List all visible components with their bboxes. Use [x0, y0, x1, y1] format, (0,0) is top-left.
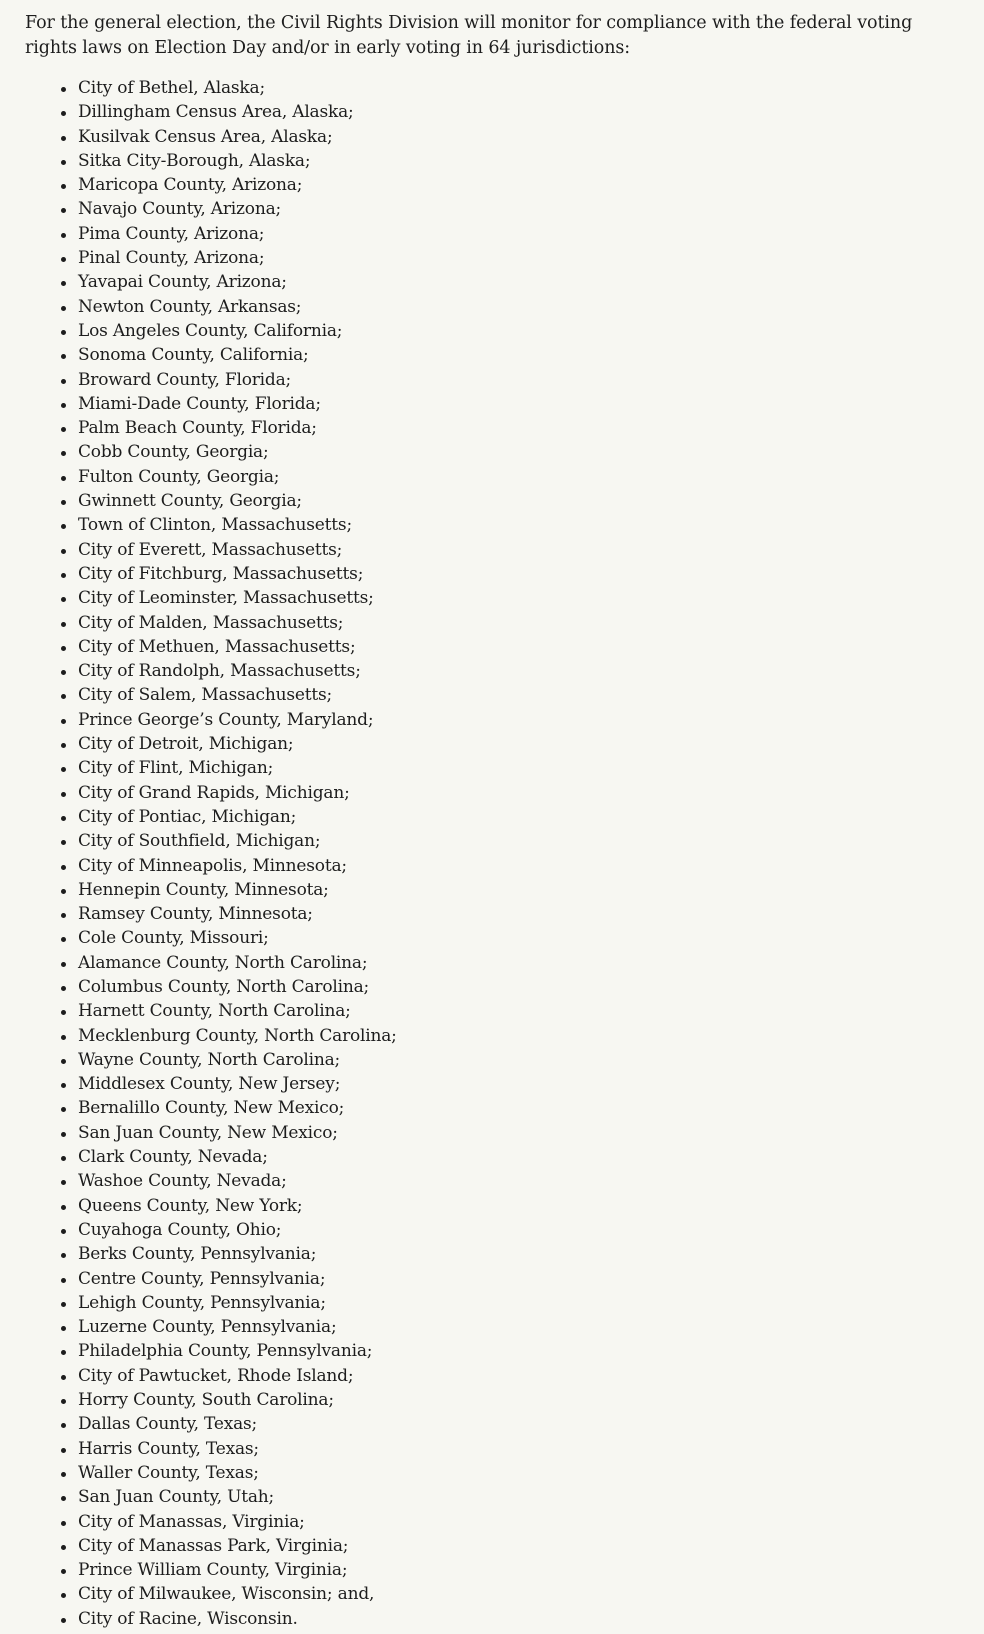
- list-item: City of Fitchburg, Massachusetts;: [60, 562, 397, 586]
- list-item: Harris County, Texas;: [60, 1437, 397, 1461]
- list-item: Miami-Dade County, Florida;: [60, 392, 397, 416]
- list-item: Los Angeles County, California;: [60, 319, 397, 343]
- list-item: Maricopa County, Arizona;: [60, 173, 397, 197]
- list-item: Horry County, South Carolina;: [60, 1388, 397, 1412]
- list-item: City of Randolph, Massachusetts;: [60, 659, 397, 683]
- list-item: Lehigh County, Pennsylvania;: [60, 1291, 397, 1315]
- list-item: City of Flint, Michigan;: [60, 756, 397, 780]
- list-item: Navajo County, Arizona;: [60, 197, 397, 221]
- list-item: Bernalillo County, New Mexico;: [60, 1096, 397, 1120]
- list-item: Kusilvak Census Area, Alaska;: [60, 125, 397, 149]
- list-item: Cuyahoga County, Ohio;: [60, 1218, 397, 1242]
- list-item: City of Racine, Wisconsin.: [60, 1607, 397, 1631]
- list-item: Columbus County, North Carolina;: [60, 975, 397, 999]
- list-item: Yavapai County, Arizona;: [60, 270, 397, 294]
- list-item: Middlesex County, New Jersey;: [60, 1072, 397, 1096]
- list-item: City of Everett, Massachusetts;: [60, 538, 397, 562]
- list-item: Town of Clinton, Massachusetts;: [60, 513, 397, 537]
- list-item: Dillingham Census Area, Alaska;: [60, 100, 397, 124]
- list-item: Clark County, Nevada;: [60, 1145, 397, 1169]
- list-item: Palm Beach County, Florida;: [60, 416, 397, 440]
- list-item: Harnett County, North Carolina;: [60, 999, 397, 1023]
- list-item: Luzerne County, Pennsylvania;: [60, 1315, 397, 1339]
- list-item: Mecklenburg County, North Carolina;: [60, 1024, 397, 1048]
- list-item: Sitka City-Borough, Alaska;: [60, 149, 397, 173]
- list-item: Sonoma County, California;: [60, 343, 397, 367]
- list-item: Prince George’s County, Maryland;: [60, 708, 397, 732]
- list-item: City of Salem, Massachusetts;: [60, 683, 397, 707]
- list-item: City of Minneapolis, Minnesota;: [60, 854, 397, 878]
- list-item: City of Pontiac, Michigan;: [60, 805, 397, 829]
- list-item: Gwinnett County, Georgia;: [60, 489, 397, 513]
- list-item: City of Southfield, Michigan;: [60, 829, 397, 853]
- list-item: Washoe County, Nevada;: [60, 1169, 397, 1193]
- list-item: City of Bethel, Alaska;: [60, 76, 397, 100]
- list-item: Waller County, Texas;: [60, 1461, 397, 1485]
- jurisdiction-list: [60, 76, 397, 1631]
- list-item: San Juan County, New Mexico;: [60, 1121, 397, 1145]
- list-item: City of Grand Rapids, Michigan;: [60, 781, 397, 805]
- list-item: City of Leominster, Massachusetts;: [60, 586, 397, 610]
- list-item: Berks County, Pennsylvania;: [60, 1242, 397, 1266]
- list-item: Prince William County, Virginia;: [60, 1558, 397, 1582]
- intro-paragraph: For the general election, the Civil Rights Division will monitor for compliance with the federal voting rights laws on Election Day and/or in early voting in 64 jurisdictions:: [25, 13, 913, 58]
- list-item: Philadelphia County, Pennsylvania;: [60, 1339, 397, 1363]
- list-item: City of Detroit, Michigan;: [60, 732, 397, 756]
- list-item: Cobb County, Georgia;: [60, 440, 397, 464]
- list-item: Queens County, New York;: [60, 1194, 397, 1218]
- list-item: Cole County, Missouri;: [60, 926, 397, 950]
- list-item: City of Pawtucket, Rhode Island;: [60, 1364, 397, 1388]
- list-item: San Juan County, Utah;: [60, 1485, 397, 1509]
- list-item: Dallas County, Texas;: [60, 1412, 397, 1436]
- list-item: Pinal County, Arizona;: [60, 246, 397, 270]
- list-item: City of Manassas, Virginia;: [60, 1510, 397, 1534]
- list-item: Fulton County, Georgia;: [60, 465, 397, 489]
- list-item: Newton County, Arkansas;: [60, 295, 397, 319]
- list-item: Hennepin County, Minnesota;: [60, 878, 397, 902]
- list-item: Pima County, Arizona;: [60, 222, 397, 246]
- list-item: Ramsey County, Minnesota;: [60, 902, 397, 926]
- list-item: Centre County, Pennsylvania;: [60, 1267, 397, 1291]
- list-item: Wayne County, North Carolina;: [60, 1048, 397, 1072]
- list-item: City of Milwaukee, Wisconsin; and,: [60, 1582, 397, 1606]
- list-item: Broward County, Florida;: [60, 368, 397, 392]
- list-item: Alamance County, North Carolina;: [60, 951, 397, 975]
- list-item: City of Malden, Massachusetts;: [60, 611, 397, 635]
- list-item: City of Manassas Park, Virginia;: [60, 1534, 397, 1558]
- list-item: City of Methuen, Massachusetts;: [60, 635, 397, 659]
